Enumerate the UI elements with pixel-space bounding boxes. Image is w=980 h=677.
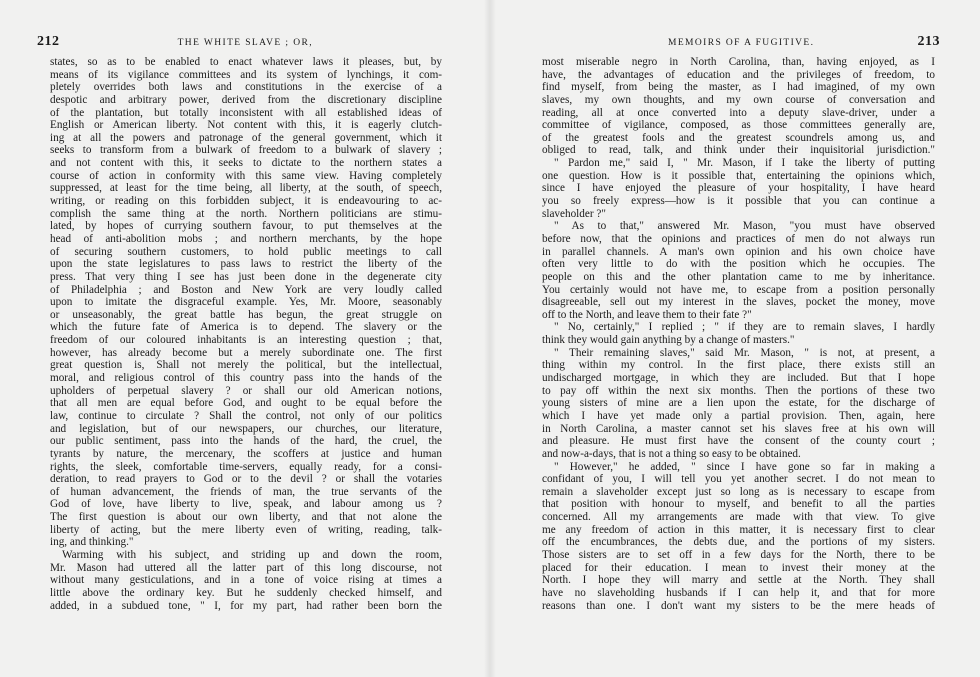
text-line: before now, that the opinions and practices of men do not always run [542, 232, 935, 245]
text-line: without many gesticulations, and in a tone of voice rising at times a [50, 574, 442, 587]
text-line: one question. How is it possible that, entertaining the opinions which, [542, 169, 935, 182]
text-line: to pay off within the next six months. Then the portions of these two [542, 384, 935, 397]
text-line: of the greatest fools and the greatest scoundrels among us, and [542, 131, 935, 144]
text-line: and legislation, but of our newspapers, our churches, our literature, [50, 422, 442, 435]
text-line: suppressed, at least for the time being, all liberty, at the south, of speech, [50, 182, 442, 195]
text-line: Warming with his subject, and striding up and down the room, [62, 548, 442, 561]
text-line: committee of vigilance, composed, as those committees generally are, [542, 119, 935, 132]
text-line: " No, certainly," I replied ; " if they are to remain slaves, I hardly [554, 321, 935, 334]
text-line: people on this and the other plantation came to me by inheritance. [542, 270, 935, 283]
text-line: upholders of perpetual slavery ? or shall our old American notions, [50, 384, 442, 397]
text-line: think they would gain anything by a change of masters." [542, 334, 795, 347]
text-line: off to the North, and leave them to their fate ?" [542, 308, 752, 321]
text-line: The first question is about our own liberty, and that not alone the [50, 511, 442, 524]
text-line: despotic and arbitrary power, derived from the discretionary discipline [50, 93, 442, 106]
text-line: Mr. Mason had uttered all the latter part of this long discourse, not [50, 561, 442, 574]
text-line: seeks to transform from a bulwark of freedom to a bulwark of slavery ; [50, 144, 442, 157]
text-line: thing within my control. In the first place, there exists still an [542, 359, 935, 372]
text-line: disagreeable, sell out my interest in the slaves, pocket the money, move [542, 296, 935, 309]
text-line: which the future fate of America is to depend. The slavery or the [50, 321, 442, 334]
text-line: often very little to do with the position which he occupies. The [542, 258, 935, 271]
text-line: and not content with this, it seeks to dictate to the northern states a [50, 157, 442, 170]
text-line: of the plantation, but totally inconsistent with all established ideas of [50, 106, 442, 119]
text-line: tyrants by nature, the mercenary, the scoffers at justice and human [50, 447, 442, 460]
text-line: God of love, have liberty to live, speak, and labour among us ? [50, 498, 442, 511]
running-head: MEMOIRS OF A FUGITIVE. [668, 38, 815, 48]
text-line: " As to that," answered Mr. Mason, "you must have observed [554, 220, 935, 233]
text-line: which I have yet made only a partial provision. Then, again, here [542, 409, 935, 422]
text-line: or unseasonably, the great battle has begun, the great struggle on [50, 308, 442, 321]
text-line: undischarged mortgage, in which they are included. But that I hope [542, 372, 935, 385]
text-line: head of anti-abolition mobs ; and northern merchants, by the hope [50, 232, 442, 245]
text-line: lated, by hopes of currying southern favour, to put themselves at the [50, 220, 442, 233]
text-line: " Their remaining slaves," said Mr. Mason, " is not, at present, a [554, 346, 935, 359]
text-line: young sisters of mine are a lien upon the estate, for the discharge of [542, 397, 935, 410]
text-line: of human advancement, the friends of man, the true servants of the [50, 485, 442, 498]
text-line: " However," he added, " since I have gone so far in making a [554, 460, 935, 473]
text-line: pletely overrides both laws and constitutions in the exercise of a [50, 81, 442, 94]
text-line: reasons than one. I don't want my sisters to be the mere heads of [542, 599, 935, 612]
text-line: upon to imitate the disgraceful example. Yes, Mr. Moore, seasonably [50, 296, 442, 309]
text-line: states, so as to be enabled to enact whatever laws it pleases, but, by [50, 56, 442, 68]
right-page-header [536, 34, 940, 52]
left-page-body [50, 56, 442, 612]
text-line: you so freely express—how is it possible that you can continue a [542, 195, 935, 208]
text-line: have, the advantages of education and the privileges of freedom, to [542, 68, 935, 81]
text-line: upon the state legislatures to pass laws to restrict the liberty of the [50, 258, 442, 271]
text-line: since I have enjoyed the pleasure of your hospitality, I have heard [542, 182, 935, 195]
text-line: Those sisters are to set off in a few days for the North, there to be [542, 548, 935, 561]
text-line: most miserable negro in North Carolina, than, having enjoyed, as I [542, 56, 935, 68]
text-line: in North Carolina, a master cannot set his slaves free at his own will [542, 422, 935, 435]
text-line: however, has already become but a merely subordinate one. The first [50, 346, 442, 359]
text-line: and pleasure. He must first have the consent of the county court ; [542, 435, 935, 448]
text-line: complish the same thing at the north. Northern politicians are stimu- [50, 207, 442, 220]
text-line: off the encumbrances, the debts due, and the portions of my sisters. [542, 536, 935, 549]
text-line: remain a slaveholder except just so long as is necessary to escape from [542, 485, 935, 498]
text-line: and now-a-days, that is not a thing so easy to be obtained. [542, 447, 801, 460]
running-head: THE WHITE SLAVE ; OR, [177, 38, 313, 48]
text-line: law, continue to circulate ? Shall the control, not only of our politics [50, 409, 442, 422]
text-line: ing, and thinking." [50, 536, 134, 549]
right-page-body [542, 56, 935, 612]
page-number: 212 [37, 34, 60, 49]
text-line: rights, the sleek, comfortable time-servers, equally ready, for a consi- [50, 460, 442, 473]
text-line: North. I hope they will marry and settle at the North. They shall [542, 574, 935, 587]
right-page [490, 0, 980, 677]
text-line: ing at all the powers and patronage of the general government, which it [50, 131, 442, 144]
text-line: deration, to read prayers to God or to the devil ? or shall the votaries [50, 473, 442, 486]
text-line: placed for their education. I mean to invest their money at the [542, 561, 935, 574]
text-line: in parallel channels. A man's own opinion and his own choice have [542, 245, 935, 258]
text-line: liberty of acting, but the mere liberty even of writing, reading, talk- [50, 523, 442, 536]
left-page-header [37, 34, 449, 52]
text-line: concerned. All my arrangements are made with that view. To give [542, 511, 935, 524]
text-line: that all men are equal before God, and ought to be equal before the [50, 397, 442, 410]
text-line: " Pardon me," said I, " Mr. Mason, if I take the liberty of putting [554, 157, 935, 170]
text-line: have no slaveholding husbands if I can help it, and that for more [542, 586, 935, 599]
page-number: 213 [917, 34, 940, 49]
text-line: moral, and religious control of this country pass into the hands of the [50, 372, 442, 385]
text-line: writing, or reading on this forbidden subject, it is endeavouring to ac- [50, 195, 442, 208]
text-line: press. That very thing I see has just been done in the degenerate city [50, 270, 442, 283]
text-line: me any freedom of action in this matter, it is necessary first to clear [542, 523, 935, 536]
text-line: of securing southern customers, to hold public meetings to call [50, 245, 442, 258]
text-line: obliged to read, talk, and think under their inquisitorial jurisdiction." [542, 144, 935, 157]
text-line: added, in a subdued tone, " I, for my part, had rather been born the [50, 599, 442, 612]
text-line: course of action in conformity with this same view. Having completely [50, 169, 442, 182]
text-line: of Philadelphia ; and Boston and New York are very loudly called [50, 283, 442, 296]
text-line: freedom of our coloured inhabitants is an interesting question ; that, [50, 334, 442, 347]
text-line: reading, all at once converted into a deputy slave-driver, under a [542, 106, 935, 119]
text-line: find myself, from being the master, as I had imagined, of my own [542, 81, 935, 94]
text-line: slaveholder ?" [542, 207, 606, 220]
text-line: our public sentiment, pass into the hands of the hard, the cruel, the [50, 435, 442, 448]
text-line: that position with honour to myself, and benefit to all the parties [542, 498, 935, 511]
text-line: slaves, my own thoughts, and my own course of conversation and [542, 93, 935, 106]
text-line: little above the ordinary key. But he suddenly checked himself, and [50, 586, 442, 599]
text-line: English or American liberty. Not content with this, it is eagerly clutch- [50, 119, 442, 132]
text-line: great question is, Shall not merely the political, but the intellectual, [50, 359, 442, 372]
text-line: means of its vigilance committees and its system of lynchings, it com- [50, 68, 442, 81]
text-line: You certainly would not have me, to escape from a position personally [542, 283, 935, 296]
text-line: confidant of you, I will tell you yet another secret. I do not mean to [542, 473, 935, 486]
